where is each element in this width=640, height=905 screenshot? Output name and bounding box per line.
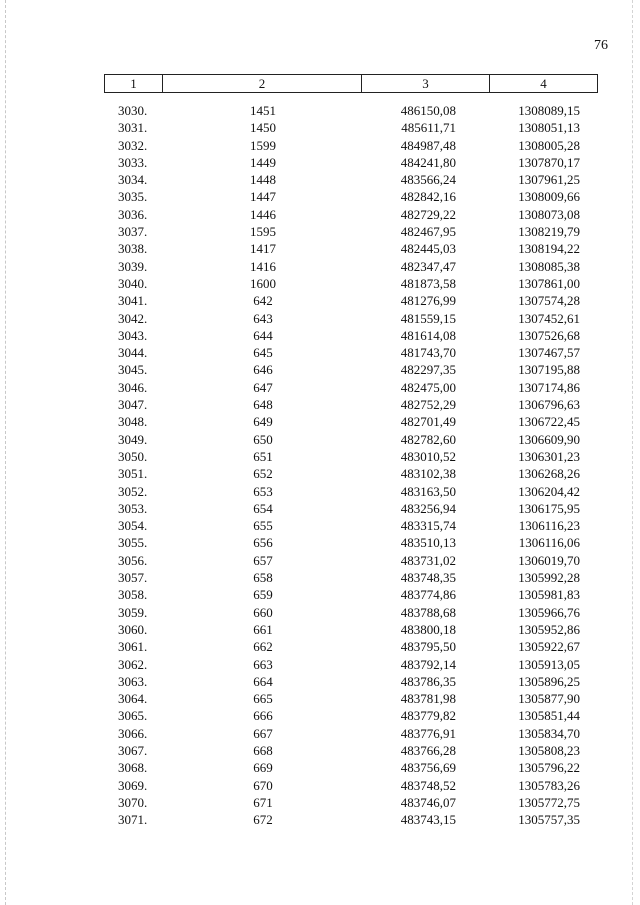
table-cell-col3: 482445,03 xyxy=(400,241,456,257)
header-col-4: 4 xyxy=(540,76,547,91)
table-row xyxy=(0,413,640,430)
table-cell-col2: 659 xyxy=(253,587,273,603)
table-row xyxy=(0,396,640,413)
table-cell-col1: 3043. xyxy=(118,327,148,343)
table-row xyxy=(0,811,640,828)
table-cell-col3: 483800,18 xyxy=(400,621,456,637)
table-cell-col4: 1305966,76 xyxy=(518,604,580,620)
table-row xyxy=(0,690,640,707)
table-cell-col4: 1307467,57 xyxy=(518,345,580,361)
table-cell-col1: 3055. xyxy=(118,535,148,551)
table-cell-col1: 3064. xyxy=(118,691,148,707)
table-cell-col4: 1305772,75 xyxy=(518,794,580,810)
table-cell-col3: 481743,70 xyxy=(400,345,456,361)
table-cell-col1: 3058. xyxy=(118,587,148,603)
table-cell-col3: 482475,00 xyxy=(400,379,456,395)
table-cell-col3: 482782,60 xyxy=(400,431,456,447)
table-row xyxy=(0,361,640,378)
table-row xyxy=(0,379,640,396)
table-cell-col4: 1305834,70 xyxy=(518,725,580,741)
table-cell-col4: 1308219,79 xyxy=(518,224,580,240)
table-cell-col2: 1417 xyxy=(250,241,276,257)
table-cell-col1: 3061. xyxy=(118,639,148,655)
table-cell-col1: 3044. xyxy=(118,345,148,361)
table-cell-col4: 1307870,17 xyxy=(518,154,580,170)
table-cell-col4: 1307452,61 xyxy=(518,310,580,326)
table-cell-col2: 1600 xyxy=(250,275,276,291)
table-cell-col4: 1305851,44 xyxy=(518,708,580,724)
table-cell-col3: 483795,50 xyxy=(400,639,456,655)
table-cell-col2: 666 xyxy=(253,708,273,724)
table-cell-col1: 3042. xyxy=(118,310,148,326)
table-cell-col1: 3056. xyxy=(118,552,148,568)
table-cell-col3: 483163,50 xyxy=(400,483,456,499)
table-row xyxy=(0,725,640,742)
table-cell-col2: 658 xyxy=(253,570,273,586)
table-row xyxy=(0,586,640,603)
table-cell-col4: 1307574,28 xyxy=(518,293,580,309)
table-cell-col1: 3053. xyxy=(118,500,148,516)
table-cell-col2: 654 xyxy=(253,500,273,516)
table-cell-col1: 3039. xyxy=(118,258,148,274)
table-cell-col4: 1308089,15 xyxy=(518,103,580,118)
table-cell-col3: 483566,24 xyxy=(400,172,456,188)
table-cell-col3: 482842,16 xyxy=(400,189,456,205)
table-row xyxy=(0,673,640,690)
table-cell-col4: 1305783,26 xyxy=(518,777,580,793)
table-row xyxy=(0,206,640,223)
table-cell-col3: 483743,15 xyxy=(400,812,456,828)
table-row xyxy=(0,448,640,465)
table-row xyxy=(0,483,640,500)
table-cell-col2: 642 xyxy=(253,293,273,309)
table-cell-col4: 1307174,86 xyxy=(518,379,580,395)
table-cell-col4: 1306116,06 xyxy=(518,535,580,551)
table-cell-col4: 1308085,38 xyxy=(518,258,580,274)
table-row xyxy=(0,188,640,205)
table-row xyxy=(0,534,640,551)
table-cell-col4: 1308194,22 xyxy=(518,241,580,257)
table-cell-col1: 3065. xyxy=(118,708,148,724)
table-row xyxy=(0,344,640,361)
table-cell-col2: 643 xyxy=(253,310,273,326)
table-cell-col2: 1446 xyxy=(250,206,276,222)
table-cell-col4: 1307526,68 xyxy=(518,327,580,343)
table-cell-col2: 670 xyxy=(253,777,273,793)
table-cell-col4: 1308051,13 xyxy=(518,120,580,136)
table-row xyxy=(0,431,640,448)
table-cell-col2: 668 xyxy=(253,742,273,758)
table-row xyxy=(0,517,640,534)
table-cell-col4: 1307195,88 xyxy=(518,362,580,378)
table-cell-col1: 3066. xyxy=(118,725,148,741)
table-cell-col2: 647 xyxy=(253,379,273,395)
table-row xyxy=(0,759,640,776)
table-cell-col2: 1416 xyxy=(250,258,276,274)
table-cell-col1: 3038. xyxy=(118,241,148,257)
table-cell-col1: 3054. xyxy=(118,518,148,534)
table-cell-col1: 3067. xyxy=(118,742,148,758)
table-cell-col2: 645 xyxy=(253,345,273,361)
table-cell-col3: 483781,98 xyxy=(400,691,456,707)
table-cell-col1: 3047. xyxy=(118,397,148,413)
table-cell-col3: 483256,94 xyxy=(400,500,456,516)
table-cell-col3: 483748,35 xyxy=(400,570,456,586)
table-cell-col3: 482297,35 xyxy=(400,362,456,378)
table-row xyxy=(0,137,640,154)
table-cell-col4: 1306019,70 xyxy=(518,552,580,568)
table-cell-col3: 483510,13 xyxy=(400,535,456,551)
table-cell-col3: 483010,52 xyxy=(400,448,456,464)
table-cell-col4: 1305992,28 xyxy=(518,570,580,586)
table-cell-col3: 483315,74 xyxy=(400,518,456,534)
table-cell-col4: 1305913,05 xyxy=(518,656,580,672)
header-col-2: 2 xyxy=(163,75,362,92)
table-cell-col2: 660 xyxy=(253,604,273,620)
table-cell-col3: 484987,48 xyxy=(400,137,456,153)
table-cell-col3: 485611,71 xyxy=(401,120,456,136)
table-cell-col2: 648 xyxy=(253,397,273,413)
table-cell-col1: 3030. xyxy=(118,103,148,118)
table-cell-col3: 482752,29 xyxy=(400,397,456,413)
table-cell-col1: 3051. xyxy=(118,466,148,482)
table-cell-col4: 1305796,22 xyxy=(518,760,580,776)
table-cell-col4: 1305896,25 xyxy=(518,673,580,689)
table-cell-col3: 483786,35 xyxy=(400,673,456,689)
table-cell-col4: 1306609,90 xyxy=(518,431,580,447)
table-cell-col2: 1451 xyxy=(250,103,276,118)
table-cell-col3: 483788,68 xyxy=(400,604,456,620)
table-cell-col1: 3034. xyxy=(118,172,148,188)
table-cell-col4: 1307961,25 xyxy=(518,172,580,188)
table-body xyxy=(0,102,640,828)
table-cell-col4: 1305877,90 xyxy=(518,691,580,707)
table-cell-col4: 1307861,00 xyxy=(518,275,580,291)
table-cell-col3: 481873,58 xyxy=(400,275,456,291)
table-cell-col4: 1305952,86 xyxy=(518,621,580,637)
table-cell-col1: 3059. xyxy=(118,604,148,620)
table-cell-col3: 482467,95 xyxy=(400,224,456,240)
table-row xyxy=(0,707,640,724)
table-cell-col4: 1305981,83 xyxy=(518,587,580,603)
table-cell-col3: 482729,22 xyxy=(400,206,456,222)
table-cell-col3: 484241,80 xyxy=(400,154,456,170)
table-cell-col1: 3040. xyxy=(118,275,148,291)
table-cell-col2: 1599 xyxy=(250,137,276,153)
table-cell-col4: 1305808,23 xyxy=(518,742,580,758)
table-cell-col4: 1306116,23 xyxy=(518,518,580,534)
table-row xyxy=(0,621,640,638)
table-row xyxy=(0,119,640,136)
table-cell-col1: 3062. xyxy=(118,656,148,672)
table-row xyxy=(0,569,640,586)
table-cell-col1: 3050. xyxy=(118,448,148,464)
table-cell-col1: 3035. xyxy=(118,189,148,205)
table-cell-col2: 1595 xyxy=(250,224,276,240)
table-cell-col1: 3033. xyxy=(118,154,148,170)
table-cell-col1: 3036. xyxy=(118,206,148,222)
table-row xyxy=(0,465,640,482)
table-cell-col3: 483776,91 xyxy=(400,725,456,741)
table-row xyxy=(0,102,640,119)
table-cell-col2: 667 xyxy=(253,725,273,741)
table-row xyxy=(0,154,640,171)
table-row xyxy=(0,292,640,309)
table-cell-col3: 483748,52 xyxy=(400,777,456,793)
table-cell-col4: 1306796,63 xyxy=(518,397,580,413)
table-cell-col2: 1450 xyxy=(250,120,276,136)
table-cell-col4: 1306301,23 xyxy=(518,448,580,464)
table-row xyxy=(0,223,640,240)
table-cell-col3: 483746,07 xyxy=(400,794,456,810)
table-cell-col2: 664 xyxy=(253,673,273,689)
table-cell-col3: 483731,02 xyxy=(400,552,456,568)
table-cell-col3: 483792,14 xyxy=(400,656,456,672)
table-cell-col1: 3032. xyxy=(118,137,148,153)
table-cell-col2: 662 xyxy=(253,639,273,655)
table-cell-col1: 3060. xyxy=(118,621,148,637)
table-cell-col4: 1305922,67 xyxy=(518,639,580,655)
table-row xyxy=(0,275,640,292)
table-cell-col2: 671 xyxy=(253,794,273,810)
table-cell-col2: 651 xyxy=(253,448,273,464)
table-row xyxy=(0,258,640,275)
table-cell-col4: 1308009,66 xyxy=(518,189,580,205)
table-cell-col2: 655 xyxy=(253,518,273,534)
table-row xyxy=(0,794,640,811)
table-cell-col2: 1448 xyxy=(250,172,276,188)
table-cell-col3: 481559,15 xyxy=(400,310,456,326)
table-cell-col4: 1306722,45 xyxy=(518,414,580,430)
table-cell-col4: 1306204,42 xyxy=(518,483,580,499)
table-cell-col4: 1308005,28 xyxy=(518,137,580,153)
table-cell-col1: 3063. xyxy=(118,673,148,689)
table-cell-col4: 1306268,26 xyxy=(518,466,580,482)
table-cell-col2: 669 xyxy=(253,760,273,776)
table-cell-col2: 644 xyxy=(253,327,273,343)
table-cell-col1: 3048. xyxy=(118,414,148,430)
table-cell-col4: 1305757,35 xyxy=(518,812,580,828)
table-cell-col4: 1306175,95 xyxy=(518,500,580,516)
table-row xyxy=(0,638,640,655)
table-cell-col1: 3046. xyxy=(118,379,148,395)
table-cell-col2: 646 xyxy=(253,362,273,378)
table-cell-col1: 3049. xyxy=(118,431,148,447)
table-row xyxy=(0,500,640,517)
table-row xyxy=(0,240,640,257)
table-cell-col3: 483774,86 xyxy=(400,587,456,603)
table-row xyxy=(0,742,640,759)
table-cell-col1: 3031. xyxy=(118,120,148,136)
table-cell-col2: 665 xyxy=(253,691,273,707)
table-row xyxy=(0,552,640,569)
table-cell-col1: 3071. xyxy=(118,812,148,828)
table-row xyxy=(0,171,640,188)
table-cell-col1: 3057. xyxy=(118,570,148,586)
table-header xyxy=(104,74,598,93)
table-cell-col1: 3068. xyxy=(118,760,148,776)
table-cell-col2: 653 xyxy=(253,483,273,499)
table-cell-col2: 661 xyxy=(253,621,273,637)
table-cell-col2: 1447 xyxy=(250,189,276,205)
table-cell-col2: 656 xyxy=(253,535,273,551)
table-row xyxy=(0,604,640,621)
table-cell-col1: 3070. xyxy=(118,794,148,810)
table-cell-col2: 657 xyxy=(253,552,273,568)
table-cell-col3: 483756,69 xyxy=(400,760,456,776)
table-cell-col2: 652 xyxy=(253,466,273,482)
table-cell-col2: 649 xyxy=(253,414,273,430)
header-col-3: 3 xyxy=(362,75,490,92)
table-row xyxy=(0,310,640,327)
table-row xyxy=(0,656,640,673)
page-number: 76 xyxy=(594,38,608,53)
table-cell-col2: 672 xyxy=(253,812,273,828)
table-cell-col2: 650 xyxy=(253,431,273,447)
table-row xyxy=(0,777,640,794)
table-cell-col3: 482347,47 xyxy=(400,258,456,274)
table-cell-col3: 486150,08 xyxy=(400,103,456,118)
table-cell-col4: 1308073,08 xyxy=(518,206,580,222)
table-cell-col3: 483766,28 xyxy=(400,742,456,758)
table-cell-col3: 482701,49 xyxy=(400,414,456,430)
table-cell-col3: 483779,82 xyxy=(400,708,456,724)
table-cell-col1: 3045. xyxy=(118,362,148,378)
table-cell-col1: 3041. xyxy=(118,293,148,309)
table-cell-col1: 3037. xyxy=(118,224,148,240)
header-col-1: 1 xyxy=(105,75,163,92)
table-cell-col3: 481276,99 xyxy=(400,293,456,309)
table-cell-col2: 1449 xyxy=(250,154,276,170)
table-row xyxy=(0,327,640,344)
table-cell-col2: 663 xyxy=(253,656,273,672)
table-cell-col1: 3069. xyxy=(118,777,148,793)
table-cell-col3: 481614,08 xyxy=(400,327,456,343)
table-cell-col3: 483102,38 xyxy=(400,466,456,482)
table-cell-col1: 3052. xyxy=(118,483,148,499)
